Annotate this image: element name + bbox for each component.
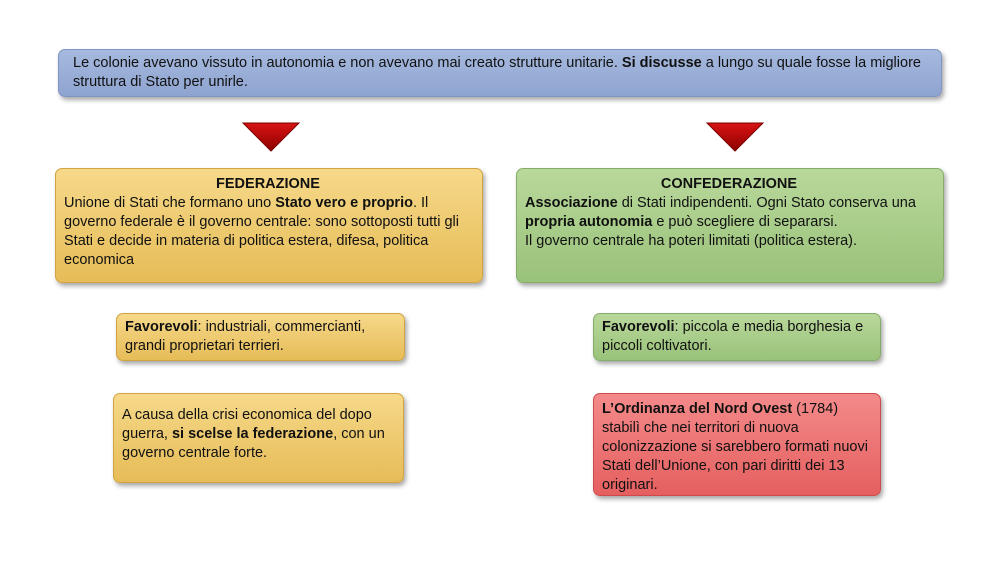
confederazione-title: CONFEDERAZIONE	[660, 176, 798, 192]
confederazione-favorevoli-label: Favorevoli	[602, 319, 675, 335]
federazione-favorevoli-text: : industriali, commercianti, grandi proprietari terrieri.	[125, 319, 366, 354]
confederazione-text-3: Il governo centrale ha poteri limitati (politica estera).	[525, 233, 858, 249]
intro-bold: Si discusse	[621, 55, 702, 71]
confederazione-bold-1: Associazione	[525, 195, 618, 211]
ordinanza-bold: L’Ordinanza del Nord Ovest	[602, 401, 793, 417]
intro-text: Le colonie avevano vissuto in autonomia e non avevano mai creato strutture unitarie.	[73, 55, 622, 71]
federazione-bold: Stato vero e proprio	[275, 195, 413, 211]
crisi-text: A causa della crisi economica del dopo guerra,	[122, 407, 372, 442]
confederazione-favorevoli-box	[593, 313, 881, 361]
federazione-text: Unione di Stati che formano uno	[64, 195, 276, 211]
intro-text-end: a lungo su quale fosse la migliore struttura di Stato per unirle.	[73, 55, 921, 90]
confederazione-favorevoli-text: : piccola e media borghesia e piccoli coltivatori.	[602, 319, 864, 354]
arrow-down-icon-left	[241, 121, 301, 153]
crisi-bold: si scelse la federazione	[171, 426, 334, 442]
federazione-text-end: . Il governo federale è il governo centrale: sono sottoposti tutti gli Stati e decide in materia di politica estera, difesa, politica economica	[64, 195, 459, 268]
federazione-favorevoli-label: Favorevoli	[125, 319, 198, 335]
confederazione-text-2: e può scegliere di separarsi.	[652, 214, 838, 230]
confederazione-bold-2: propria autonomia	[525, 214, 653, 230]
arrow-down-icon-right	[705, 121, 765, 153]
federazione-title: FEDERAZIONE	[216, 176, 320, 192]
federazione-favorevoli-box	[116, 313, 405, 361]
confederazione-box	[516, 168, 944, 283]
federazione-box	[55, 168, 483, 283]
ordinanza-box	[593, 393, 881, 496]
ordinanza-text: (1784) stabilì che nei territori di nuova colonizzazione si sarebbero formati nuovi Stati dell’Unione, con pari diritti dei 13 originari.	[602, 401, 868, 493]
intro-box	[58, 49, 942, 97]
crisi-box	[113, 393, 404, 483]
confederazione-text-1: di Stati indipendenti. Ogni Stato conserva una	[617, 195, 916, 211]
crisi-text-end: , con un governo centrale forte.	[122, 426, 385, 461]
